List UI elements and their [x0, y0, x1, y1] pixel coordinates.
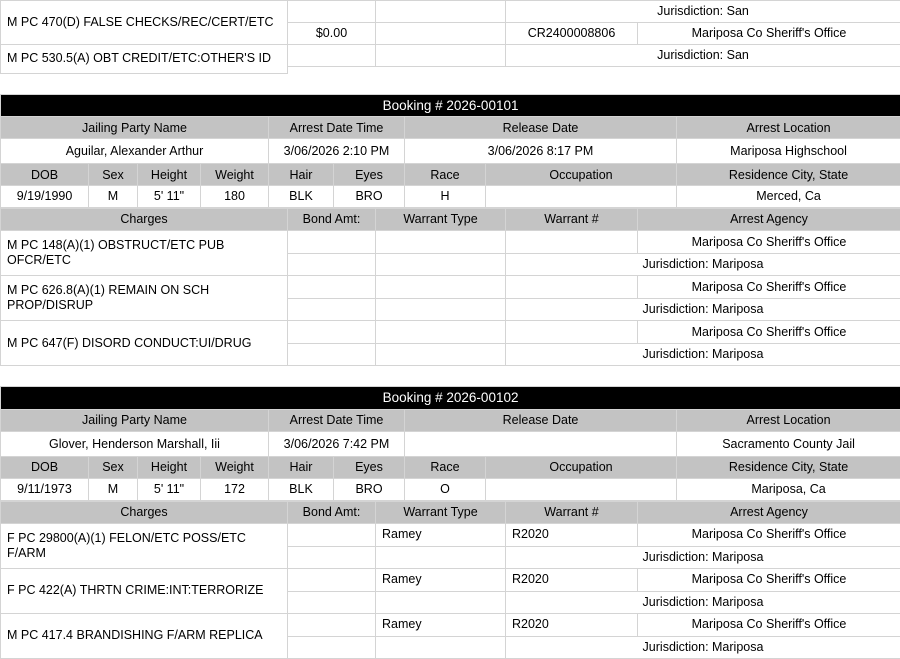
header-residence-city-state: Residence City, State	[677, 164, 900, 186]
warrant-type: Ramey	[376, 523, 506, 546]
demographics-value-row	[1, 479, 900, 501]
charge-row	[1, 1, 900, 23]
header-jailing-party-name: Jailing Party Name	[1, 410, 269, 432]
header-warrant-number: Warrant #	[506, 209, 638, 231]
bond-amount	[288, 276, 376, 299]
charge-row	[1, 231, 900, 254]
arrest-agency: Mariposa Co Sheriff's Office	[638, 321, 900, 344]
hair-value: BLK	[269, 186, 334, 208]
warrant-type-empty	[376, 636, 506, 658]
header-arrest-location: Arrest Location	[677, 410, 900, 432]
header-height: Height	[138, 164, 201, 186]
charge-row	[1, 276, 900, 299]
warrant-type-empty	[376, 591, 506, 613]
release-date: 3/06/2026 8:17 PM	[405, 139, 677, 164]
sex-value: M	[89, 186, 138, 208]
header-charges: Charges	[1, 501, 288, 523]
party-header-row	[1, 410, 900, 432]
charges-table	[0, 208, 900, 366]
arrest-agency: Mariposa Co Sheriff's Office	[638, 23, 900, 45]
booking-section	[0, 94, 900, 367]
charge-description: M PC 647(F) DISORD CONDUCT:UI/DRUG	[1, 321, 288, 366]
header-hair: Hair	[269, 457, 334, 479]
header-occupation: Occupation	[486, 164, 677, 186]
warrant-type: Ramey	[376, 613, 506, 636]
booking-header-table	[0, 94, 900, 209]
bond-amount-empty	[288, 299, 376, 321]
charge-description: M PC 530.5(A) OBT CREDIT/ETC:OTHER'S ID	[1, 45, 288, 74]
sex-value: M	[89, 479, 138, 501]
booking-number: Booking # 2026-00102	[1, 387, 900, 410]
header-warrant-type: Warrant Type	[376, 501, 506, 523]
arrest-location: Mariposa Highschool	[677, 139, 900, 164]
header-charges: Charges	[1, 209, 288, 231]
header-bond-amt: Bond Amt:	[288, 501, 376, 523]
continued-charges-body	[1, 1, 900, 74]
booking-banner	[1, 387, 900, 410]
hair-value: BLK	[269, 479, 334, 501]
warrant-type-empty	[376, 254, 506, 276]
warrant-type: Ramey	[376, 568, 506, 591]
charge-description: M PC 470(D) FALSE CHECKS/REC/CERT/ETC	[1, 1, 288, 45]
bond-amount	[288, 523, 376, 546]
header-weight: Weight	[201, 164, 269, 186]
eyes-value: BRO	[334, 186, 405, 208]
bond-amount: $0.00	[288, 23, 376, 45]
header-hair: Hair	[269, 164, 334, 186]
bond-amount-empty	[288, 546, 376, 568]
warrant-type-empty	[376, 45, 506, 67]
jurisdiction: Jurisdiction: Mariposa	[506, 636, 900, 658]
bond-amount-empty	[288, 254, 376, 276]
party-header-row	[1, 117, 900, 139]
header-arrest-agency: Arrest Agency	[638, 209, 900, 231]
bond-amount	[288, 231, 376, 254]
header-bond-amt: Bond Amt:	[288, 209, 376, 231]
jurisdiction: Jurisdiction: Mariposa	[506, 546, 900, 568]
residence-city-state-value: Mariposa, Ca	[677, 479, 900, 501]
header-arrest-date-time: Arrest Date Time	[269, 410, 405, 432]
bond-amount-empty	[288, 45, 376, 67]
charges-header-row	[1, 501, 900, 523]
jurisdiction: Jurisdiction: Mariposa	[506, 344, 900, 366]
header-race: Race	[405, 457, 486, 479]
arrest-agency: Mariposa Co Sheriff's Office	[638, 568, 900, 591]
charge-row	[1, 613, 900, 636]
header-arrest-location: Arrest Location	[677, 117, 900, 139]
header-warrant-type: Warrant Type	[376, 209, 506, 231]
header-jailing-party-name: Jailing Party Name	[1, 117, 269, 139]
height-value: 5' 11"	[138, 186, 201, 208]
weight-value: 180	[201, 186, 269, 208]
header-release-date: Release Date	[405, 410, 677, 432]
weight-value: 172	[201, 479, 269, 501]
warrant-type	[376, 231, 506, 254]
charge-row	[1, 45, 900, 67]
charge-row	[1, 321, 900, 344]
warrant-number: CR2400008806	[506, 23, 638, 45]
bookings-container	[0, 94, 900, 659]
header-release-date: Release Date	[405, 117, 677, 139]
section-spacer	[0, 366, 900, 386]
height-value: 5' 11"	[138, 479, 201, 501]
header-occupation: Occupation	[486, 457, 677, 479]
charges-table	[0, 501, 900, 659]
jurisdiction: Jurisdiction: Mariposa	[506, 254, 900, 276]
demographics-header-row	[1, 164, 900, 186]
charge-description: M PC 417.4 BRANDISHING F/ARM REPLICA	[1, 613, 288, 658]
charge-row	[1, 523, 900, 546]
warrant-number: R2020	[506, 568, 638, 591]
bond-amount	[288, 568, 376, 591]
race-value: H	[405, 186, 486, 208]
warrant-type-empty	[376, 344, 506, 366]
demographics-header-row	[1, 457, 900, 479]
arrest-agency: Mariposa Co Sheriff's Office	[638, 276, 900, 299]
warrant-number	[506, 276, 638, 299]
warrant-type-empty	[376, 546, 506, 568]
jurisdiction: Jurisdiction: San	[506, 45, 900, 67]
arrest-date-time: 3/06/2026 7:42 PM	[269, 432, 405, 457]
warrant-type	[376, 321, 506, 344]
header-warrant-number: Warrant #	[506, 501, 638, 523]
jailing-party-name: Aguilar, Alexander Arthur	[1, 139, 269, 164]
booking-section	[0, 386, 900, 659]
occupation-value	[486, 186, 677, 208]
booking-banner	[1, 94, 900, 117]
party-value-row	[1, 432, 900, 457]
booking-number: Booking # 2026-00101	[1, 94, 900, 117]
warrant-number	[506, 321, 638, 344]
demographics-value-row	[1, 186, 900, 208]
jailing-party-name: Glover, Henderson Marshall, Iii	[1, 432, 269, 457]
header-arrest-agency: Arrest Agency	[638, 501, 900, 523]
eyes-value: BRO	[334, 479, 405, 501]
warrant-number: R2020	[506, 613, 638, 636]
dob-value: 9/11/1973	[1, 479, 89, 501]
header-sex: Sex	[89, 457, 138, 479]
party-value-row	[1, 139, 900, 164]
charge-description: M PC 626.8(A)(1) REMAIN ON SCH PROP/DISRUP	[1, 276, 288, 321]
jurisdiction: Jurisdiction: San	[506, 1, 900, 23]
header-weight: Weight	[201, 457, 269, 479]
warrant-type	[376, 276, 506, 299]
arrest-agency: Mariposa Co Sheriff's Office	[638, 231, 900, 254]
warrant-type	[376, 1, 506, 23]
jurisdiction: Jurisdiction: Mariposa	[506, 591, 900, 613]
continued-charges-table	[0, 0, 900, 74]
charge-description: F PC 422(A) THRTN CRIME:INT:TERRORIZE	[1, 568, 288, 613]
arrest-agency: Mariposa Co Sheriff's Office	[638, 523, 900, 546]
bond-amount	[288, 321, 376, 344]
warrant-number: R2020	[506, 523, 638, 546]
charge-description: F PC 29800(A)(1) FELON/ETC POSS/ETC F/ARM	[1, 523, 288, 568]
warrant-number	[506, 231, 638, 254]
header-dob: DOB	[1, 457, 89, 479]
arrest-agency: Mariposa Co Sheriff's Office	[638, 613, 900, 636]
race-value: O	[405, 479, 486, 501]
charge-row	[1, 568, 900, 591]
warrant-type-empty	[376, 299, 506, 321]
jurisdiction: Jurisdiction: Mariposa	[506, 299, 900, 321]
warrant-type	[376, 23, 506, 45]
charge-description: M PC 148(A)(1) OBSTRUCT/ETC PUB OFCR/ETC	[1, 231, 288, 276]
bond-amount	[288, 613, 376, 636]
release-date	[405, 432, 677, 457]
charges-header-row	[1, 209, 900, 231]
header-race: Race	[405, 164, 486, 186]
occupation-value	[486, 479, 677, 501]
header-residence-city-state: Residence City, State	[677, 457, 900, 479]
arrest-date-time: 3/06/2026 2:10 PM	[269, 139, 405, 164]
bond-amount-empty	[288, 344, 376, 366]
header-height: Height	[138, 457, 201, 479]
section-spacer	[0, 74, 900, 94]
bond-amount	[288, 1, 376, 23]
booking-header-table	[0, 386, 900, 501]
dob-value: 9/19/1990	[1, 186, 89, 208]
bond-amount-empty	[288, 636, 376, 658]
arrest-location: Sacramento County Jail	[677, 432, 900, 457]
header-dob: DOB	[1, 164, 89, 186]
header-eyes: Eyes	[334, 164, 405, 186]
header-eyes: Eyes	[334, 457, 405, 479]
residence-city-state-value: Merced, Ca	[677, 186, 900, 208]
header-arrest-date-time: Arrest Date Time	[269, 117, 405, 139]
header-sex: Sex	[89, 164, 138, 186]
bond-amount-empty	[288, 591, 376, 613]
